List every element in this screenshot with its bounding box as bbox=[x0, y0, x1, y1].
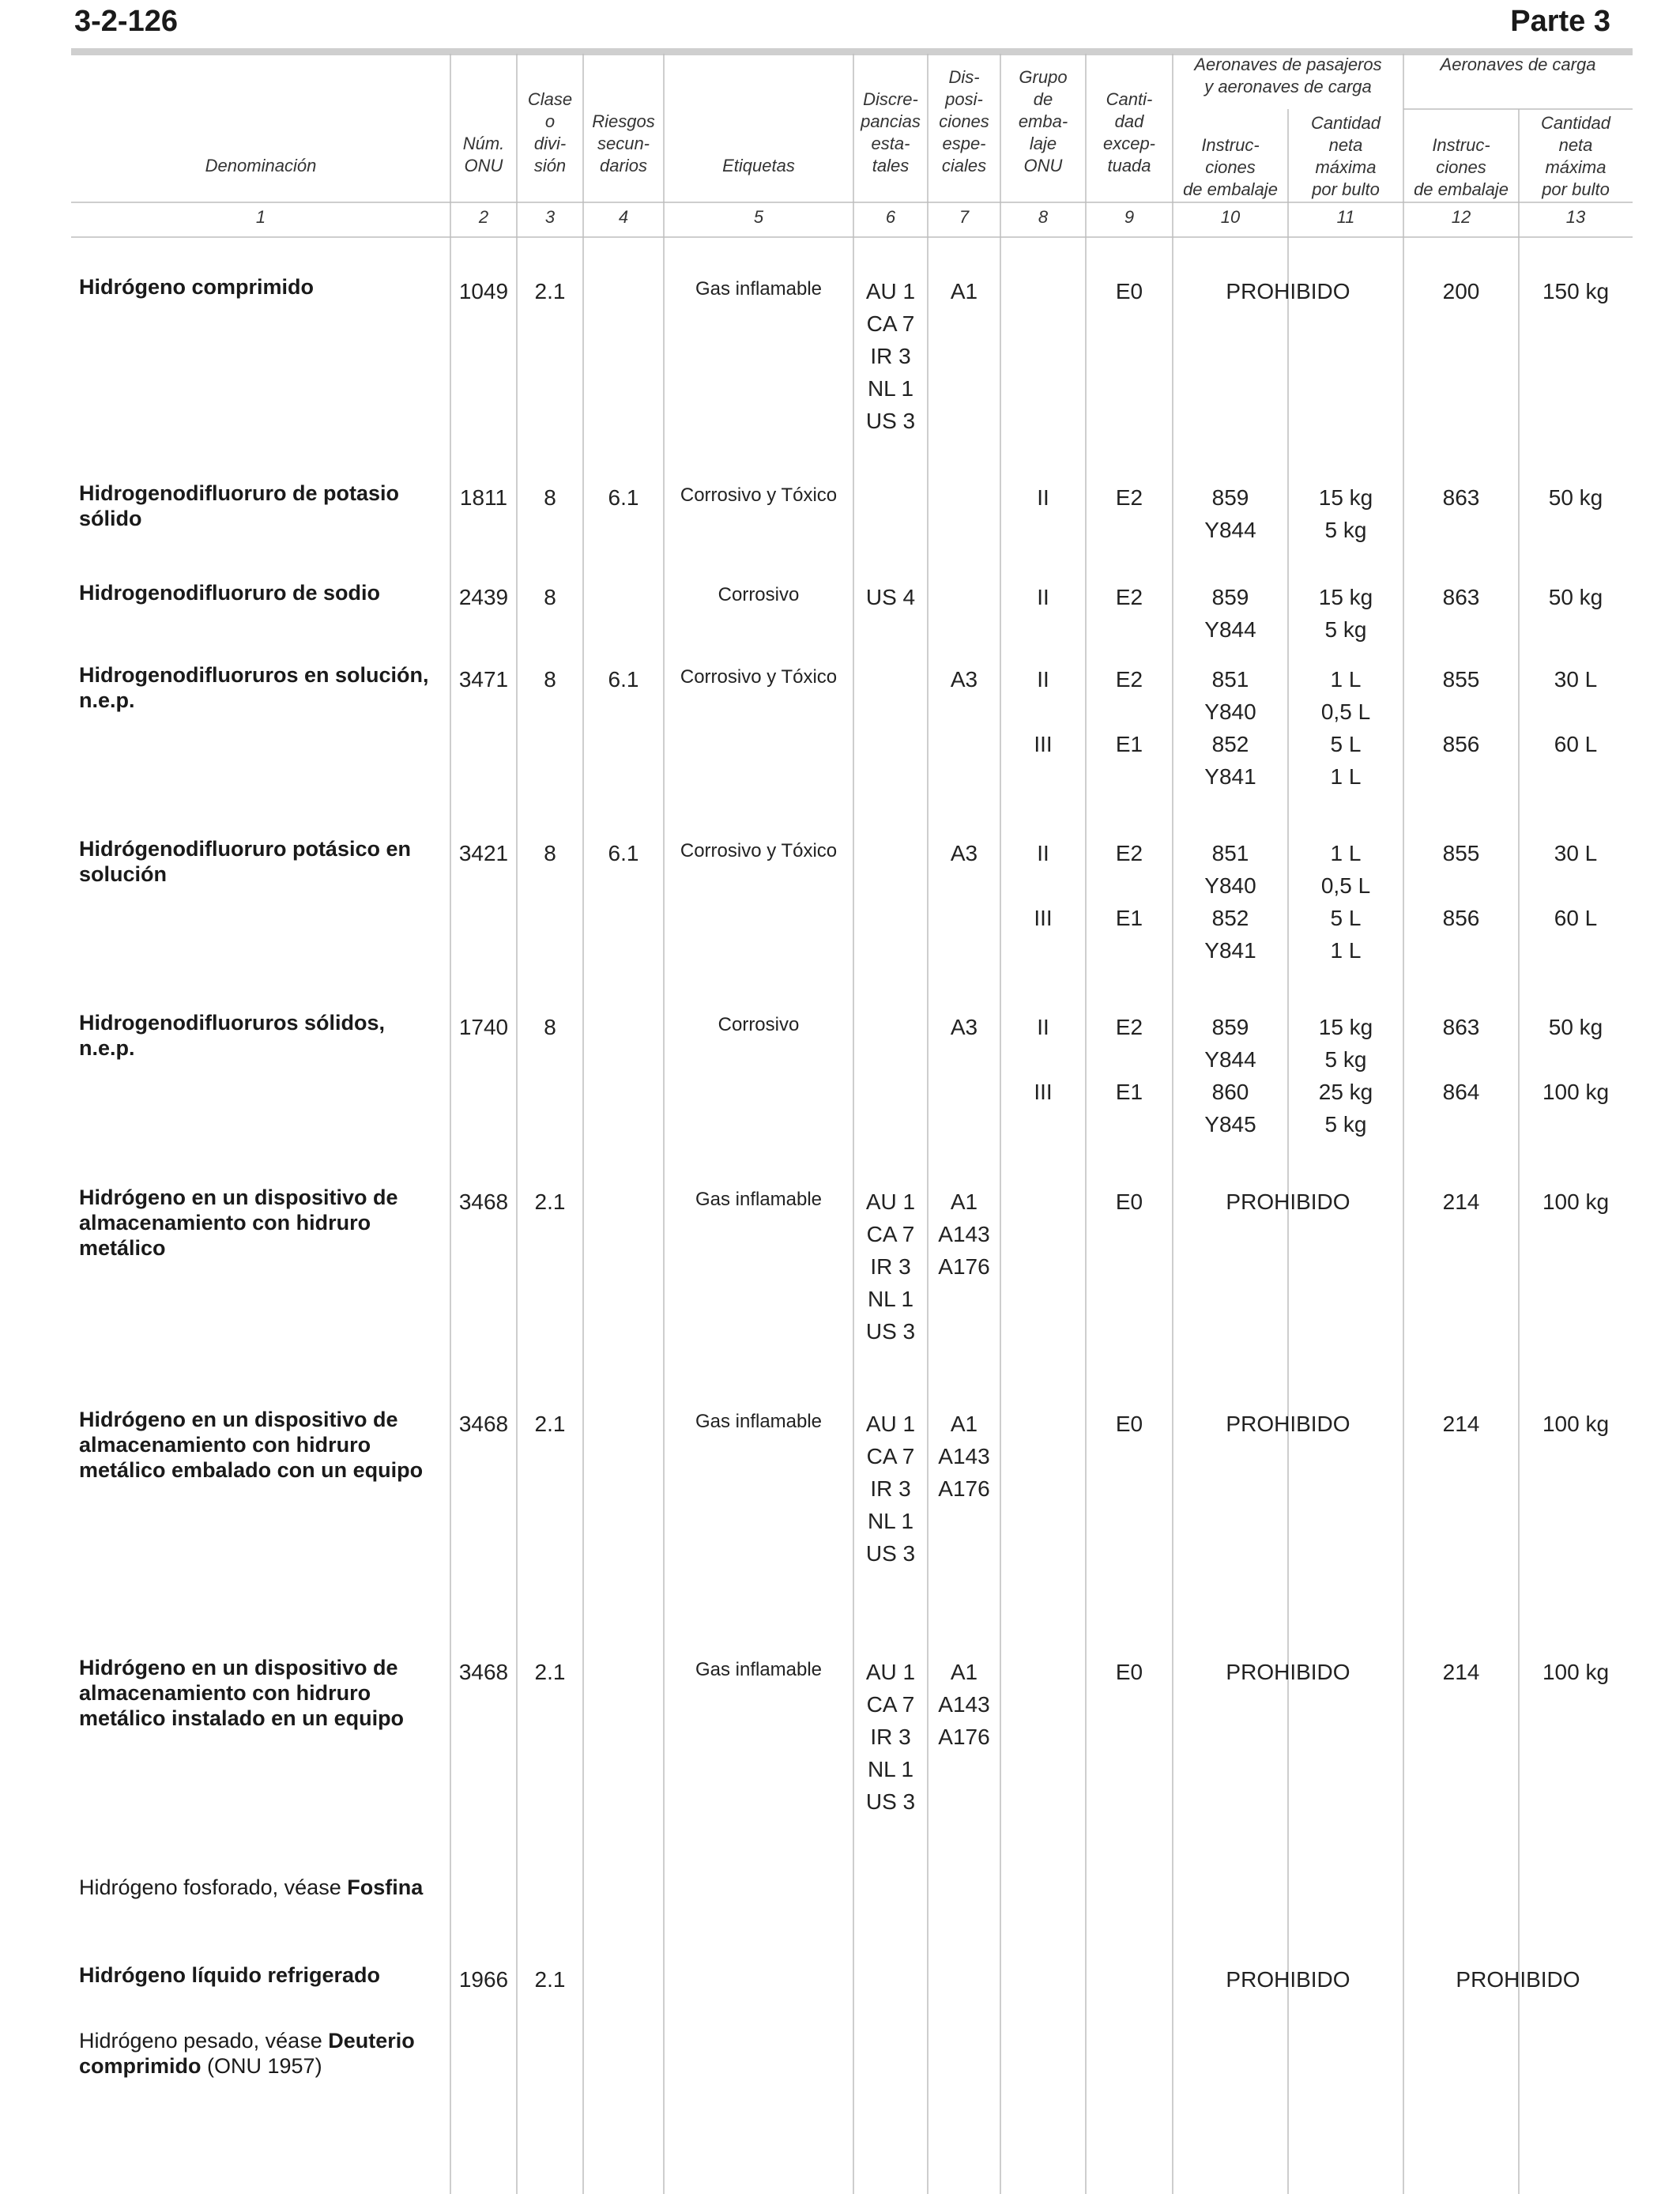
excepted-quantity-cell: E2 E1 bbox=[1115, 1015, 1143, 1104]
un-number-cell: 3468 bbox=[458, 1412, 509, 1436]
header-pax-max-quantity: Cantidad neta máxima por bulto bbox=[1310, 113, 1381, 199]
un-number-cell: 1049 bbox=[458, 279, 509, 303]
page-number: 3-2-126 bbox=[74, 5, 178, 38]
cross-reference-target: Deuterio comprimido bbox=[79, 2029, 415, 2078]
excepted-quantity-cell: E0 bbox=[1115, 1189, 1143, 1214]
excepted-quantity-cell: E2 E1 bbox=[1115, 667, 1143, 756]
header-labels: Etiquetas bbox=[722, 156, 795, 175]
pax-packing-instruction-cell: 859 Y844 860 Y845 bbox=[1204, 1015, 1256, 1137]
header-excepted-quantity: Canti- dad excep- tuada bbox=[1102, 89, 1156, 175]
pax-max-quantity-cell: 15 kg 5 kg bbox=[1318, 485, 1373, 542]
pax-max-quantity-cell: 1 L 0,5 L 5 L 1 L bbox=[1320, 841, 1371, 963]
cross-reference-suffix: (ONU 1957) bbox=[201, 2054, 322, 2078]
special-provision-cell: A3 bbox=[950, 841, 978, 865]
packing-group-cell: II III bbox=[1034, 841, 1053, 930]
class-cell: 8 bbox=[544, 667, 556, 692]
class-cell: 2.1 bbox=[534, 279, 566, 303]
pax-prohibited-text: PROHIBIDO bbox=[1226, 1660, 1350, 1684]
header-denominacion: Denominación bbox=[205, 156, 317, 175]
header-pax-packing-instruction: Instruc- ciones de embalaje bbox=[1183, 135, 1278, 199]
special-provision-cell: A1 A143 A176 bbox=[938, 1189, 990, 1279]
substance-name: Hidrógeno líquido refrigerado bbox=[79, 1963, 381, 1987]
cargo-max-quantity-cell: 100 kg bbox=[1542, 1660, 1610, 1684]
excepted-quantity-cell: E2 bbox=[1115, 585, 1143, 609]
cross-reference bbox=[79, 1875, 450, 1900]
substance-name: Hidrógenodifluoruro potásico en solución bbox=[79, 837, 411, 886]
cargo-max-quantity-cell: 100 kg bbox=[1542, 1412, 1610, 1436]
cargo-packing-instruction-cell: 863 bbox=[1442, 485, 1480, 510]
cargo-packing-instruction-cell: 214 bbox=[1442, 1660, 1480, 1684]
header-cargo-packing-instruction: Instruc- ciones de embalaje bbox=[1414, 135, 1509, 199]
header-subsidiary-risks: Riesgos secun- darios bbox=[592, 111, 655, 175]
excepted-quantity-cell: E0 bbox=[1115, 1412, 1143, 1436]
cargo-max-quantity-cell: 100 kg bbox=[1542, 1189, 1610, 1214]
cross-reference-target: Fosfina bbox=[347, 1875, 424, 1899]
un-number-cell: 3468 bbox=[458, 1660, 509, 1684]
class-cell: 8 bbox=[544, 1015, 556, 1039]
special-provision-cell: A1 A143 A176 bbox=[938, 1412, 990, 1501]
pax-max-quantity-cell: 15 kg 5 kg bbox=[1318, 585, 1373, 642]
state-variation-cell: AU 1 CA 7 IR 3 NL 1 US 3 bbox=[865, 1660, 916, 1814]
column-number: 12 bbox=[1451, 207, 1471, 227]
pax-prohibited-text: PROHIBIDO bbox=[1226, 279, 1350, 303]
cargo-packing-instruction-cell: 200 bbox=[1442, 279, 1480, 303]
header-class: Clase o divi- sión bbox=[527, 89, 573, 175]
cargo-packing-instruction-cell: 863 bbox=[1442, 585, 1480, 609]
cross-reference bbox=[79, 2028, 450, 2079]
packing-group-cell: II III bbox=[1034, 1015, 1053, 1104]
class-cell: 2.1 bbox=[534, 1412, 566, 1436]
column-number: 10 bbox=[1220, 207, 1241, 227]
cargo-max-quantity-cell: 30 L 60 L bbox=[1554, 841, 1598, 930]
packing-group-cell: II bbox=[1037, 485, 1049, 510]
hazard-label-cell: Corrosivo y Tóxico bbox=[680, 666, 838, 688]
cross-reference-text: Hidrógeno pesado, véase bbox=[79, 2029, 329, 2053]
hazard-label-cell: Gas inflamable bbox=[695, 278, 823, 300]
cargo-max-quantity-cell: 50 kg bbox=[1548, 485, 1603, 510]
header-cargo-max-quantity: Cantidad neta máxima por bulto bbox=[1540, 113, 1611, 199]
state-variation-cell: AU 1 CA 7 IR 3 NL 1 US 3 bbox=[865, 1189, 916, 1344]
pax-packing-instruction-cell: 859 Y844 bbox=[1204, 585, 1256, 642]
class-cell: 8 bbox=[544, 841, 556, 865]
pax-packing-instruction-cell: 859 Y844 bbox=[1204, 485, 1256, 542]
header-special-provisions: Dis- posi- ciones espe- ciales bbox=[939, 67, 989, 175]
header-state-variations: Discre- pancias esta- tales bbox=[861, 89, 921, 175]
header-cargo-aircraft: Aeronaves de carga bbox=[1440, 55, 1596, 74]
class-cell: 2.1 bbox=[534, 1660, 566, 1684]
un-number-cell: 1740 bbox=[458, 1015, 509, 1039]
header-packing-group: Grupo de emba- laje ONU bbox=[1018, 67, 1068, 175]
column-number: 7 bbox=[959, 207, 970, 227]
column-number: 9 bbox=[1124, 207, 1135, 227]
part-title: Parte 3 bbox=[1510, 5, 1610, 38]
hazard-label-cell: Corrosivo bbox=[718, 1014, 800, 1035]
hazard-label-cell: Gas inflamable bbox=[695, 1411, 823, 1432]
packing-group-cell: II bbox=[1037, 585, 1049, 609]
hazard-label-cell: Corrosivo bbox=[718, 584, 800, 605]
pax-max-quantity-cell: 15 kg 5 kg 25 kg 5 kg bbox=[1318, 1015, 1373, 1137]
special-provision-cell: A3 bbox=[950, 1015, 978, 1039]
cargo-packing-instruction-cell: 855 856 bbox=[1442, 667, 1480, 756]
pax-prohibited-text: PROHIBIDO bbox=[1226, 1967, 1350, 1992]
column-number: 5 bbox=[753, 207, 764, 227]
cross-reference-text: Hidrógeno fosforado, véase bbox=[79, 1875, 348, 1899]
un-number-cell: 1811 bbox=[459, 485, 508, 510]
column-number: 2 bbox=[478, 207, 489, 227]
pax-packing-instruction-cell: 851 Y840 852 Y841 bbox=[1204, 667, 1256, 789]
cargo-max-quantity-cell: 150 kg bbox=[1542, 279, 1610, 303]
substance-name: Hidrógeno en un dispositivo de almacenamiento con hidruro metálico bbox=[79, 1186, 398, 1260]
state-variation-cell: AU 1 CA 7 IR 3 NL 1 US 3 bbox=[865, 279, 916, 433]
column-number: 6 bbox=[885, 207, 896, 227]
class-cell: 2.1 bbox=[534, 1189, 566, 1214]
column-number: 13 bbox=[1565, 207, 1586, 227]
state-variation-cell: AU 1 CA 7 IR 3 NL 1 US 3 bbox=[865, 1412, 916, 1566]
header-passenger-aircraft: Aeronaves de pasajeros y aeronaves de carga bbox=[1194, 55, 1382, 96]
excepted-quantity-cell: E0 bbox=[1115, 1660, 1143, 1684]
column-number: 11 bbox=[1336, 207, 1355, 227]
special-provision-cell: A1 A143 A176 bbox=[938, 1660, 990, 1749]
packing-group-cell: II III bbox=[1034, 667, 1053, 756]
cargo-prohibited-text: PROHIBIDO bbox=[1456, 1967, 1580, 1992]
un-number-cell: 3421 bbox=[458, 841, 509, 865]
pax-prohibited-text: PROHIBIDO bbox=[1226, 1189, 1350, 1214]
substance-name: Hidrogenodifluoruros en solución, n.e.p. bbox=[79, 663, 429, 712]
class-cell: 2.1 bbox=[534, 1967, 566, 1992]
substance-name: Hidrógeno comprimido bbox=[79, 275, 314, 299]
substance-name: Hidrógeno en un dispositivo de almacenamiento con hidruro metálico embalado con un equipo bbox=[79, 1408, 424, 1482]
hazard-label-cell: Gas inflamable bbox=[695, 1659, 823, 1680]
un-number-cell: 2439 bbox=[458, 585, 509, 609]
cargo-max-quantity-cell: 50 kg bbox=[1548, 585, 1603, 609]
page-header bbox=[0, 0, 1680, 55]
subsidiary-risk-cell: 6.1 bbox=[608, 841, 639, 865]
pax-prohibited-text: PROHIBIDO bbox=[1226, 1412, 1350, 1436]
hazard-label-cell: Corrosivo y Tóxico bbox=[680, 484, 838, 506]
hazard-label-cell: Gas inflamable bbox=[695, 1189, 823, 1210]
substance-name: Hidrogenodifluoruro de sodio bbox=[79, 581, 380, 605]
column-number: 8 bbox=[1038, 207, 1049, 227]
excepted-quantity-cell: E2 bbox=[1115, 485, 1143, 510]
special-provision-cell: A1 bbox=[950, 279, 978, 303]
pax-max-quantity-cell: 1 L 0,5 L 5 L 1 L bbox=[1320, 667, 1371, 789]
excepted-quantity-cell: E0 bbox=[1115, 279, 1143, 303]
subsidiary-risk-cell: 6.1 bbox=[608, 667, 639, 692]
header-un-number: Núm. ONU bbox=[462, 134, 505, 175]
subsidiary-risk-cell: 6.1 bbox=[608, 485, 639, 510]
cargo-packing-instruction-cell: 855 856 bbox=[1442, 841, 1480, 930]
substance-name: Hidrógeno en un dispositivo de almacenamiento con hidruro metálico instalado en un equipo bbox=[79, 1656, 405, 1730]
hazard-label-cell: Corrosivo y Tóxico bbox=[680, 840, 838, 861]
class-cell: 8 bbox=[544, 585, 556, 609]
state-variation-cell: US 4 bbox=[865, 585, 916, 609]
cargo-max-quantity-cell: 50 kg 100 kg bbox=[1542, 1015, 1610, 1104]
pax-packing-instruction-cell: 851 Y840 852 Y841 bbox=[1204, 841, 1256, 963]
substance-name: Hidrogenodifluoruro de potasio sólido bbox=[79, 481, 399, 530]
column-number: 4 bbox=[618, 207, 629, 227]
cargo-packing-instruction-cell: 214 bbox=[1442, 1412, 1480, 1436]
column-number: 1 bbox=[255, 207, 266, 227]
cargo-packing-instruction-cell: 214 bbox=[1442, 1189, 1480, 1214]
excepted-quantity-cell: E2 E1 bbox=[1115, 841, 1143, 930]
un-number-cell: 1966 bbox=[458, 1967, 509, 1992]
un-number-cell: 3471 bbox=[458, 667, 509, 692]
special-provision-cell: A3 bbox=[950, 667, 978, 692]
un-number-cell: 3468 bbox=[458, 1189, 509, 1214]
substance-name: Hidrogenodifluoruros sólidos, n.e.p. bbox=[79, 1011, 385, 1060]
cargo-max-quantity-cell: 30 L 60 L bbox=[1554, 667, 1598, 756]
cargo-packing-instruction-cell: 863 864 bbox=[1442, 1015, 1480, 1104]
column-number: 3 bbox=[544, 207, 556, 227]
class-cell: 8 bbox=[544, 485, 556, 510]
